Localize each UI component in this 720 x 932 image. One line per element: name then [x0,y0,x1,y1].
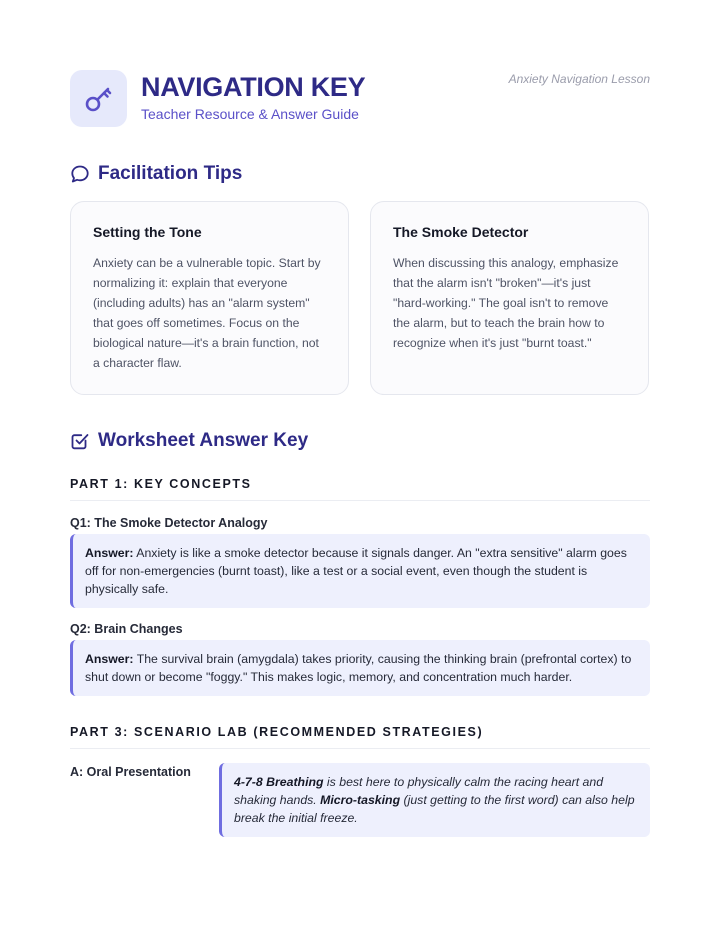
answer-text: Anxiety is like a smoke detector because it signals danger. An "extra sensitive" alarm goes off for non-emergencies (burnt toast), like a test or a social event, even though the student is physically safe. [85,546,627,596]
strategy-text: is best here to physically calm the racing heart and shaking hands. [234,775,604,807]
answer-box-q1 [70,534,650,608]
facilitation-heading [70,163,242,185]
tip-card-setting-the-tone [70,201,349,395]
logo [70,70,127,127]
answer-key-title: Worksheet Answer Key [98,430,309,451]
page-subtitle: Teacher Resource & Answer Guide [141,106,359,122]
tip-card-body: Anxiety can be a vulnerable topic. Start by normalizing it: explain that everyone (including adults) has an "alarm system" that goes off sometimes. Focus on the biological nature—it's a brain function, not a character flaw. [93,256,321,370]
question-label-q1: Q1: The Smoke Detector Analogy [70,516,268,530]
facilitation-title: Facilitation Tips [98,163,243,184]
answer-prefix: Answer: [85,546,134,560]
scenario-label: A: Oral Presentation [70,765,191,779]
answer-box-q2 [70,640,650,696]
part3-label: PART 3: SCENARIO LAB (RECOMMENDED STRATEGIES) [70,725,650,749]
tip-card-body: When discussing this analogy, emphasize that the alarm isn't "broken"—it's just "hard-working." The goal isn't to remove the alarm, but to teach the brain how to recognize when it's just "burnt toast." [393,256,619,350]
strategy-name: 4-7-8 Breathing [234,775,324,789]
part1-label: PART 1: KEY CONCEPTS [70,477,650,501]
tip-card-smoke-detector [370,201,649,395]
key-icon [82,82,116,116]
tip-card-title: Setting the Tone [93,224,202,240]
strategy-text: (just getting to the first word) can also help break the initial freeze. [234,793,635,825]
checkbox-icon [70,431,90,451]
tips-cards [70,201,650,395]
page-title: NAVIGATION KEY [141,72,366,102]
question-label-q2: Q2: Brain Changes [70,622,183,636]
scenario-answer-box [219,763,650,837]
lesson-tag: Anxiety Navigation Lesson [508,72,650,86]
tip-card-title: The Smoke Detector [393,224,529,240]
header [70,70,650,130]
answer-text: The survival brain (amygdala) takes priority, causing the thinking brain (prefrontal cortex) to shut down or become "foggy." This makes logic, memory, and concentration much harder. [85,652,632,684]
answer-prefix: Answer: [85,652,134,666]
strategy-name: Micro-tasking [320,793,401,807]
speech-bubble-icon [70,164,90,184]
answer-key-heading [70,430,308,452]
